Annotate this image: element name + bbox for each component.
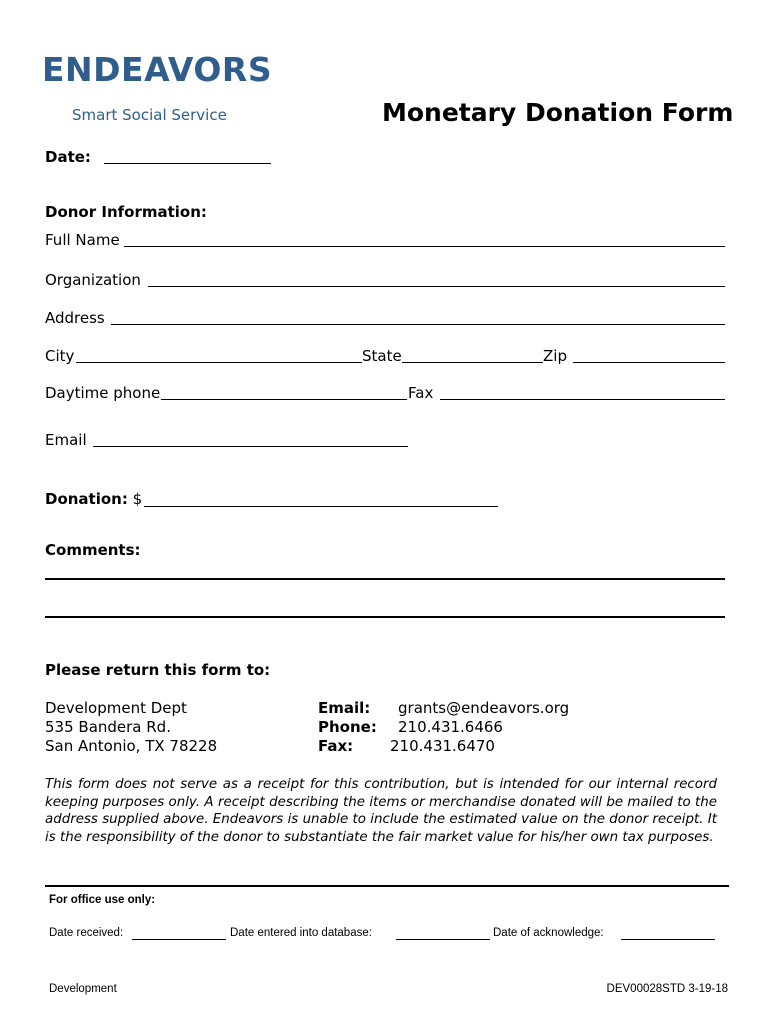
return-address-line-2: 535 Bandera Rd. xyxy=(45,718,171,736)
footer-form-code: DEV00028STD 3-19-18 xyxy=(606,983,728,995)
full-name-label: Full Name xyxy=(45,231,120,249)
contact-fax-label: Fax: xyxy=(318,737,354,755)
address-field[interactable] xyxy=(111,324,725,325)
date-entered-field[interactable] xyxy=(396,939,490,940)
return-heading: Please return this form to: xyxy=(45,661,271,679)
donor-info-heading: Donor Information: xyxy=(45,203,207,221)
receipt-notice: This form does not serve as a receipt for this contribution, but is intended for our internal record keeping purposes only. A receipt describing the items or merchandise donated will be mailed to the address supplied above. Endeavors is unable to include the estimated value on the donor receipt. It is the responsibility of the donor to substantiate the fair market value for his/her own tax purposes. xyxy=(45,777,717,845)
donation-amount-field[interactable] xyxy=(144,506,498,507)
contact-phone-value: 210.431.6466 xyxy=(398,718,503,736)
city-field[interactable] xyxy=(76,362,362,363)
donation-row xyxy=(45,490,142,508)
date-acknowledge-field[interactable] xyxy=(621,939,715,940)
comments-line-1[interactable] xyxy=(45,578,725,580)
form-title: Monetary Donation Form xyxy=(382,98,734,127)
state-label: State xyxy=(362,347,402,365)
donation-label: Donation: xyxy=(45,490,128,508)
date-label: Date: xyxy=(45,148,91,166)
logo-tagline: Smart Social Service xyxy=(72,106,227,124)
zip-label: Zip xyxy=(543,347,567,365)
email-field[interactable] xyxy=(93,446,408,447)
full-name-field[interactable] xyxy=(124,246,725,247)
return-address-line-3: San Antonio, TX 78228 xyxy=(45,737,218,755)
daytime-phone-label: Daytime phone xyxy=(45,384,161,402)
endeavors-logo: ENDEAVORS xyxy=(42,50,273,89)
contact-email-value: grants@endeavors.org xyxy=(398,699,570,717)
office-divider xyxy=(45,885,729,887)
daytime-phone-field[interactable] xyxy=(161,399,407,400)
comments-label: Comments: xyxy=(45,541,141,559)
city-label: City xyxy=(45,347,75,365)
address-label: Address xyxy=(45,309,105,327)
return-address-line-1: Development Dept xyxy=(45,699,187,717)
contact-phone-label: Phone: xyxy=(318,718,377,736)
zip-field[interactable] xyxy=(573,362,725,363)
currency-symbol: $ xyxy=(132,490,143,508)
comments-line-2[interactable] xyxy=(45,616,725,618)
office-use-heading: For office use only: xyxy=(49,894,156,906)
email-label: Email xyxy=(45,431,87,449)
date-received-field[interactable] xyxy=(132,939,226,940)
footer-department: Development xyxy=(49,983,117,995)
date-field[interactable] xyxy=(104,163,271,164)
organization-label: Organization xyxy=(45,271,141,289)
contact-fax-value: 210.431.6470 xyxy=(390,737,495,755)
fax-label: Fax xyxy=(408,384,434,402)
fax-field[interactable] xyxy=(440,399,725,400)
date-acknowledge-label: Date of acknowledge: xyxy=(493,927,604,939)
contact-email-label: Email: xyxy=(318,699,371,717)
date-received-label: Date received: xyxy=(49,927,124,939)
organization-field[interactable] xyxy=(148,286,725,287)
date-entered-label: Date entered into database: xyxy=(230,927,372,939)
state-field[interactable] xyxy=(402,362,543,363)
